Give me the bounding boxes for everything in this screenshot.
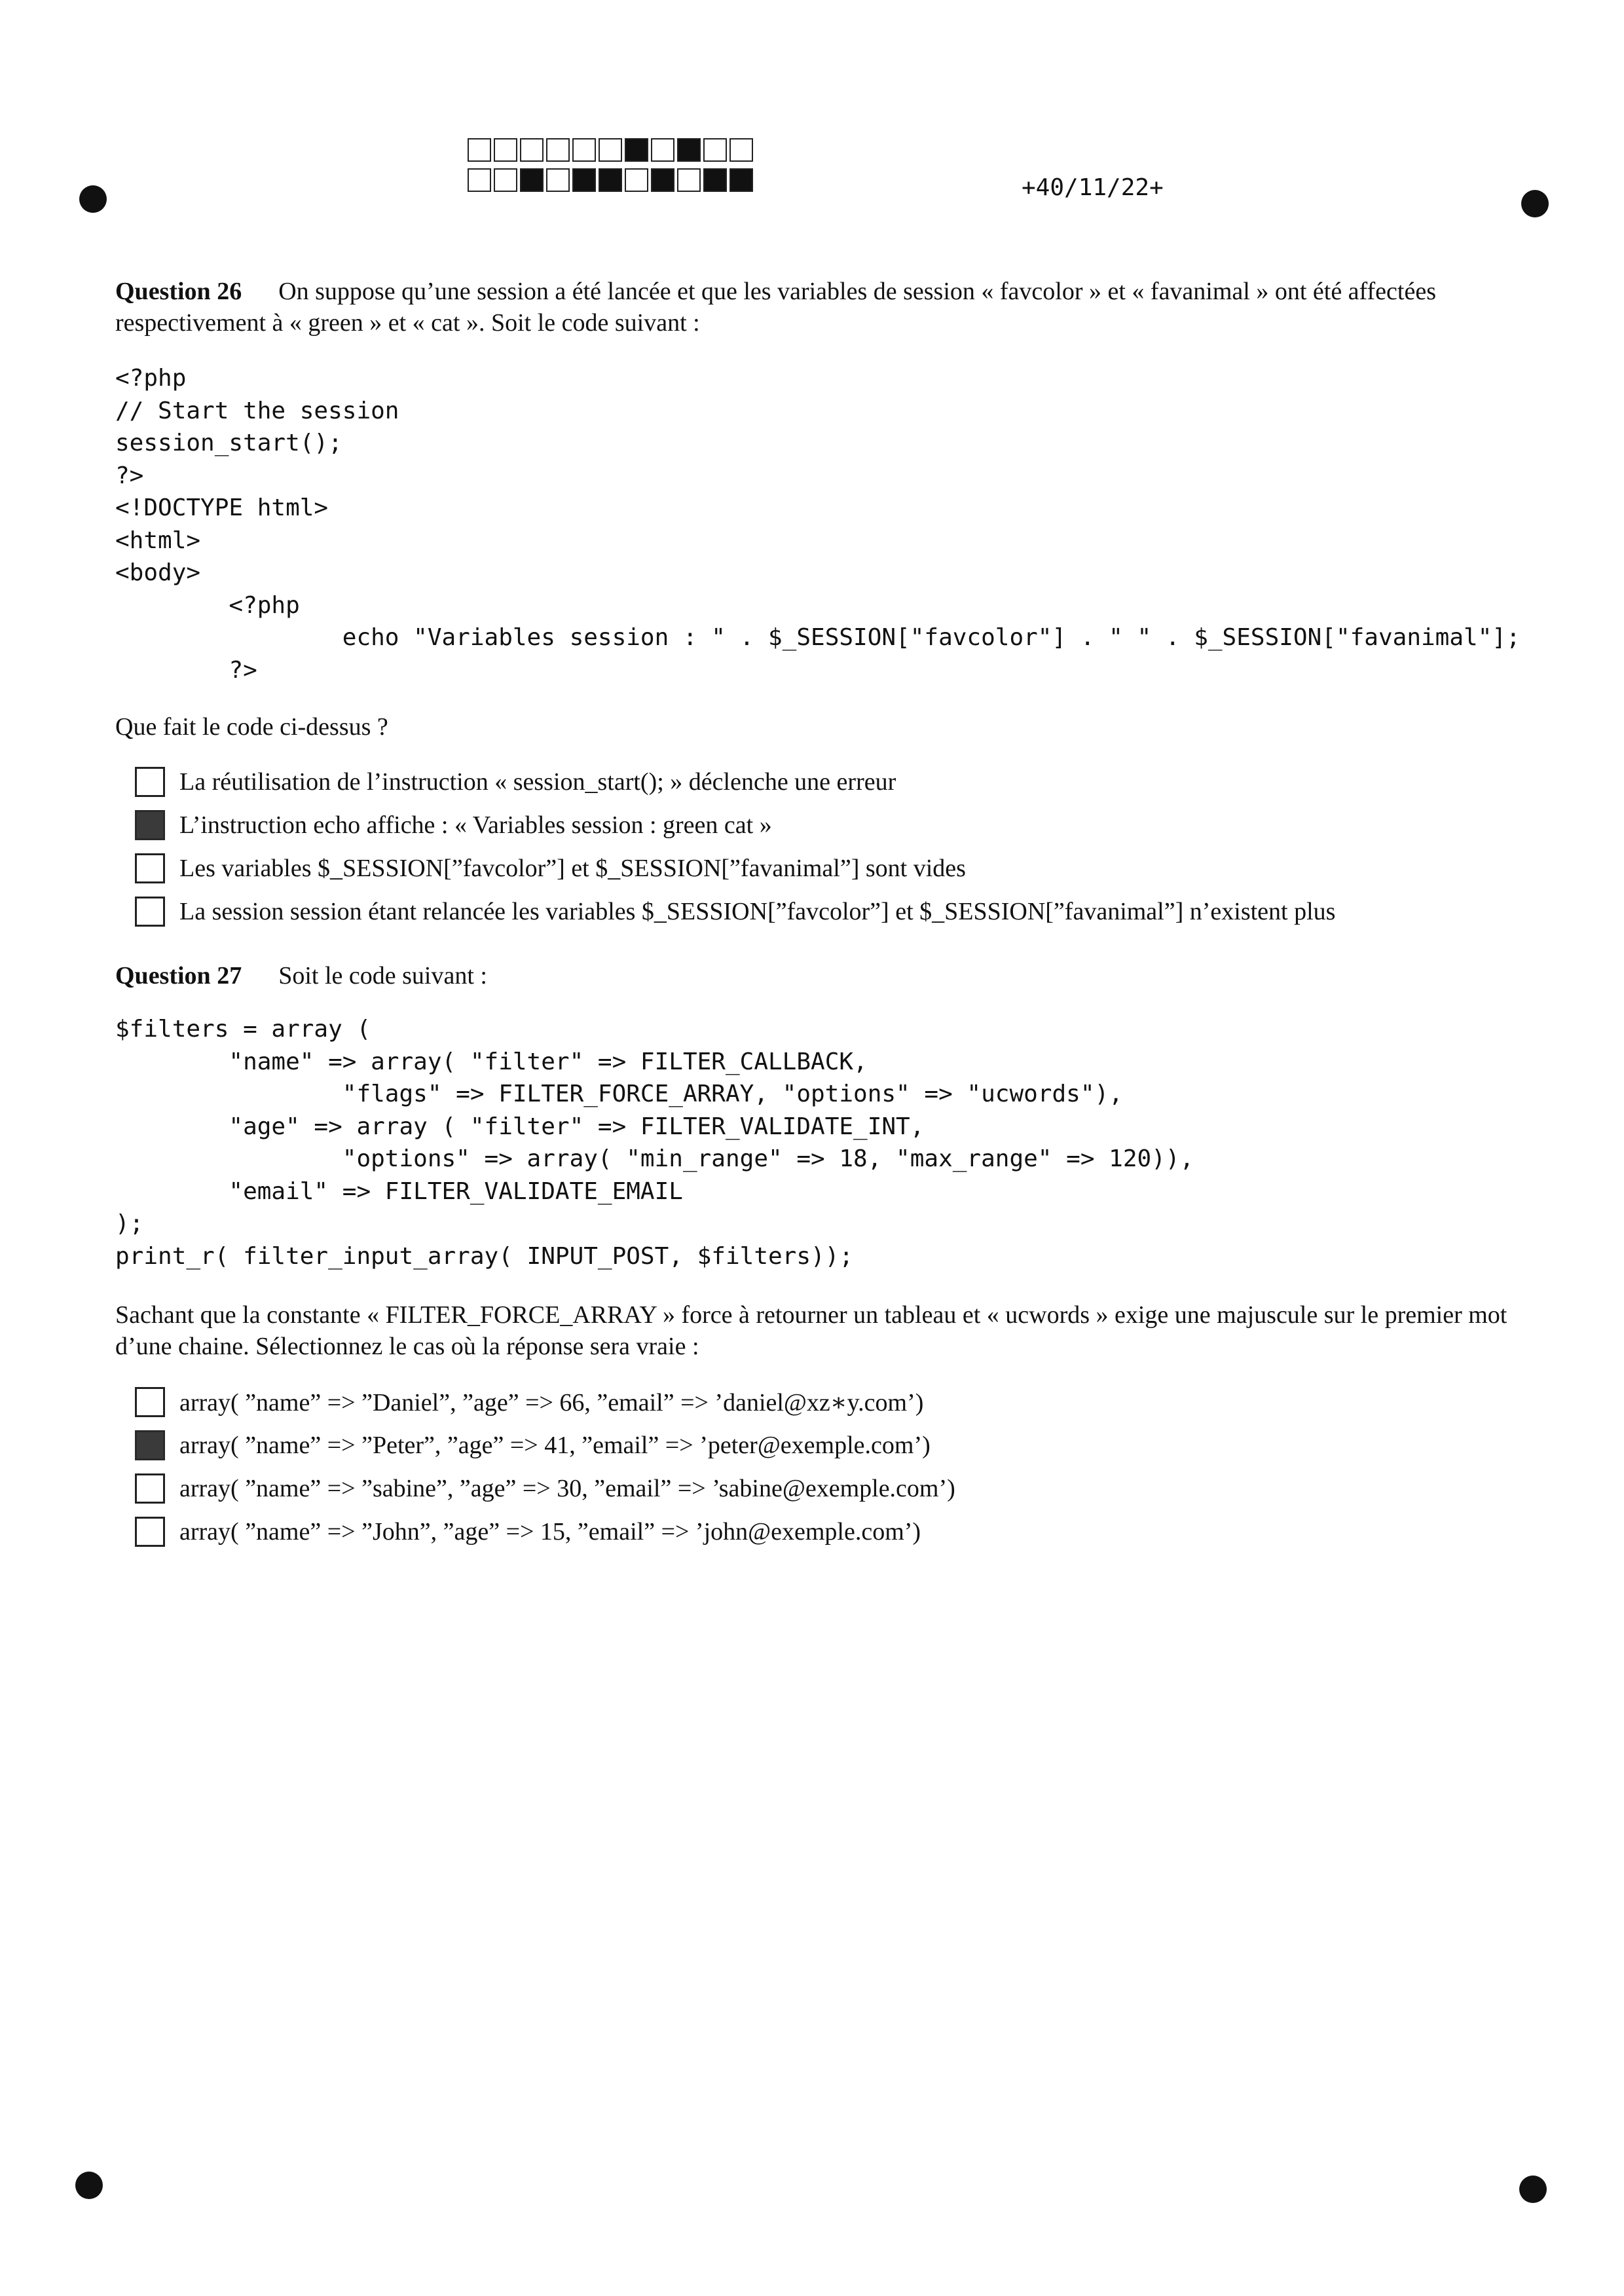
- code-line: echo "Variables session : " . $_SESSION["favcolor"] . " " . $_SESSION["favanimal"];: [115, 624, 1521, 651]
- registration-mark-top-right: [1521, 190, 1549, 217]
- barcode-cell: [546, 138, 570, 162]
- answer-option[interactable]: [135, 1380, 955, 1424]
- barcode-cell: [520, 168, 544, 192]
- barcode-cell: [572, 138, 596, 162]
- barcode-cell: [625, 168, 648, 192]
- question-26-prompt: Que fait le code ci-dessus ?: [115, 713, 388, 741]
- answer-option[interactable]: [135, 1510, 955, 1553]
- code-line: <?php: [115, 365, 187, 392]
- barcode-cell: [729, 138, 753, 162]
- answer-label: Les variables $_SESSION[”favcolor”] et $_SESSION[”favanimal”] sont vides: [179, 855, 966, 882]
- barcode-cell: [546, 168, 570, 192]
- code-line: );: [115, 1210, 144, 1237]
- answer-options-q26: [135, 760, 1335, 933]
- barcode-row: [468, 138, 756, 163]
- question-text: Soit le code suivant :: [278, 962, 487, 990]
- barcode-cell: [572, 168, 596, 192]
- code-line: ?>: [115, 656, 257, 684]
- code-line: <html>: [115, 527, 201, 554]
- code-line: ?>: [115, 462, 144, 489]
- barcode-cell: [599, 138, 622, 162]
- code-line: $filters = array (: [115, 1016, 371, 1043]
- code-line: <!DOCTYPE html>: [115, 494, 329, 521]
- barcode-cell: [677, 138, 701, 162]
- barcode-cell: [520, 138, 544, 162]
- question-number: Question 26: [115, 278, 242, 305]
- barcode-cell: [677, 168, 701, 192]
- code-block-q26: [115, 362, 1521, 686]
- code-line: "age" => array ( "filter" => FILTER_VALIDATE_INT,: [115, 1113, 925, 1140]
- barcode-cell: [494, 168, 517, 192]
- barcode-cell: [703, 138, 727, 162]
- question-text: On suppose qu’une session a été lancée et que les variables de session « favcolor » et « favanimal » ont été affectées respectivement à « green » et « cat ». Soit le code suivant :: [115, 278, 1436, 337]
- answer-label: array( ”name” => ”Daniel”, ”age” => 66, ”email” => ’daniel@xz∗y.com’): [179, 1388, 924, 1416]
- answer-option[interactable]: [135, 760, 1335, 804]
- answer-options-q27: [135, 1380, 955, 1553]
- barcode-cell: [468, 138, 491, 162]
- code-line: "options" => array( "min_range" => 18, "max_range" => 120)),: [115, 1145, 1194, 1172]
- code-line: "name" => array( "filter" => FILTER_CALLBACK,: [115, 1048, 868, 1075]
- barcode-cell: [651, 138, 674, 162]
- barcode-row: [468, 168, 756, 193]
- answer-checkbox[interactable]: [135, 1430, 165, 1460]
- answer-checkbox[interactable]: [135, 853, 165, 883]
- barcode-cell: [494, 138, 517, 162]
- code-line: session_start();: [115, 430, 342, 456]
- answer-option[interactable]: [135, 1424, 955, 1467]
- answer-option[interactable]: [135, 847, 1335, 890]
- registration-mark-top-left: [79, 185, 107, 213]
- answer-label: L’instruction echo affiche : « Variables session : green cat »: [179, 811, 772, 839]
- answer-label: array( ”name” => ”Peter”, ”age” => 41, ”email” => ’peter@exemple.com’): [179, 1432, 931, 1459]
- answer-label: array( ”name” => ”sabine”, ”age” => 30, ”email” => ’sabine@exemple.com’): [179, 1475, 955, 1502]
- answer-checkbox[interactable]: [135, 810, 165, 840]
- code-line: "flags" => FILTER_FORCE_ARRAY, "options" => "ucwords"),: [115, 1081, 1123, 1107]
- answer-checkbox[interactable]: [135, 1387, 165, 1417]
- code-line: print_r( filter_input_array( INPUT_POST, $filters));: [115, 1242, 854, 1270]
- code-line: <body>: [115, 559, 201, 586]
- answer-option[interactable]: [135, 1467, 955, 1510]
- answer-label: array( ”name” => ”John”, ”age” => 15, ”email” => ’john@exemple.com’): [179, 1518, 921, 1546]
- code-line: "email" => FILTER_VALIDATE_EMAIL: [115, 1177, 683, 1205]
- barcode-cell: [625, 138, 648, 162]
- code-line: // Start the session: [115, 397, 399, 424]
- barcode-cell: [729, 168, 753, 192]
- answer-label: La session session étant relancée les variables $_SESSION[”favcolor”] et $_SESSION[”favanimal”] n’existent plus: [179, 898, 1336, 925]
- page-barcode: [468, 138, 756, 198]
- question-27: [115, 960, 1523, 991]
- question-26: [115, 276, 1523, 339]
- answer-option[interactable]: [135, 804, 1335, 847]
- code-line: <?php: [115, 591, 300, 619]
- answer-option[interactable]: [135, 890, 1335, 933]
- registration-mark-bottom-left: [75, 2172, 103, 2199]
- question-27-prompt: Sachant que la constante « FILTER_FORCE_ARRAY » force à retourner un tableau et « ucwords » exige une majuscule sur le premier mot d’une chaine. Sélectionnez le cas où la réponse sera vraie :: [115, 1301, 1507, 1360]
- question-number: Question 27: [115, 962, 242, 990]
- barcode-cell: [703, 168, 727, 192]
- registration-mark-bottom-right: [1519, 2176, 1547, 2203]
- answer-checkbox[interactable]: [135, 1473, 165, 1504]
- barcode-cell: [651, 168, 674, 192]
- answer-checkbox[interactable]: [135, 1517, 165, 1547]
- answer-checkbox[interactable]: [135, 767, 165, 797]
- barcode-cell: [599, 168, 622, 192]
- exam-code: +40/11/22+: [1022, 174, 1164, 201]
- code-block-q27: [115, 1013, 1194, 1272]
- answer-label: La réutilisation de l’instruction « session_start(); » déclenche une erreur: [179, 768, 896, 796]
- answer-checkbox[interactable]: [135, 897, 165, 927]
- barcode-cell: [468, 168, 491, 192]
